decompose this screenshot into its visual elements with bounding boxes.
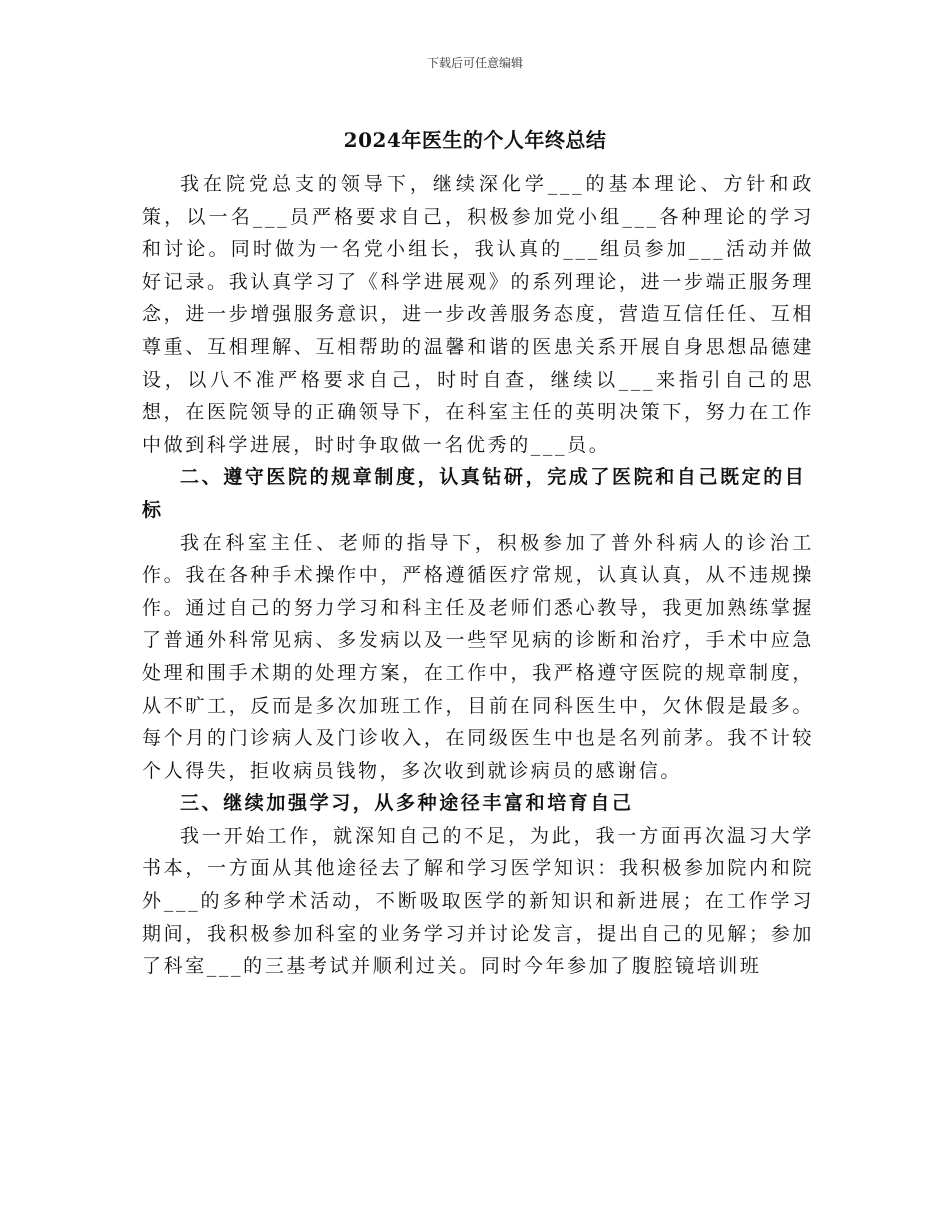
paragraph-continued-learning: 我一开始工作，就深知自己的不足，为此，我一方面再次温习大学书本，一方面从其他途径去了解和学习医学知识：我积极参加院内和院外___的多种学术活动，不断吸取医学的新知识和新进展；在工作学习期间，我积极参加科室的业务学习并讨论发言，提出自己的见解；参加了科室___的三基考试并顺利过关。同时今年参加了腹腔镜培训班 — [142, 824, 814, 978]
section-heading-learning: 三、继续加强学习，从多种途径丰富和培育自己 — [180, 792, 634, 815]
document-body — [142, 168, 814, 983]
paragraph-party-study: 我在院党总支的领导下，继续深化学___的基本理论、方针和政策，以一名___员严格要求自己，积极参加党小组___各种理论的学习和讨论。同时做为一名党小组长，我认真的___组员参加___活动并做好记录。我认真学习了《科学进展观》的系列理论，进一步端正服务理念，进一步增强服务意识，进一步改善服务态度，营造互信任任、互相尊重、互相理解、互相帮助的温馨和谐的医患关系开展自身思想品德建设，以八不准严格要求自己，时时自查，继续以___来指引自己的思想，在医院领导的正确领导下，在科室主任的英明决策下，努力在工作中做到科学进展，时时争取做一名优秀的___员。 — [142, 173, 814, 456]
document-title: 2024年医生的个人年终总结 — [343, 128, 607, 152]
page-header-note: 下载后可任意编辑 — [426, 56, 523, 70]
section-heading-rules: 二、遵守医院的规章制度，认真钻研，完成了医院和自己既定的目标 — [142, 466, 807, 521]
paragraph-clinical-work: 我在科室主任、老师的指导下，积极参加了普外科病人的诊治工作。我在各种手术操作中，严格遵循医疗常规，认真认真，从不违规操作。通过自己的努力学习和科主任及老师们悉心教导，我更加熟练掌握了普通外科常见病、多发病以及一些罕见病的诊断和治疗，手术中应急处理和围手术期的处理方案，在工作中，我严格遵守医院的规章制度，从不旷工，反而是多次加班工作，目前在同科医生中，欠休假是最多。每个月的门诊病人及门诊收入，在同级医生中也是名列前茅。我不计较个人得失，拒收病员钱物，多次收到就诊病员的感谢信。 — [142, 531, 814, 782]
